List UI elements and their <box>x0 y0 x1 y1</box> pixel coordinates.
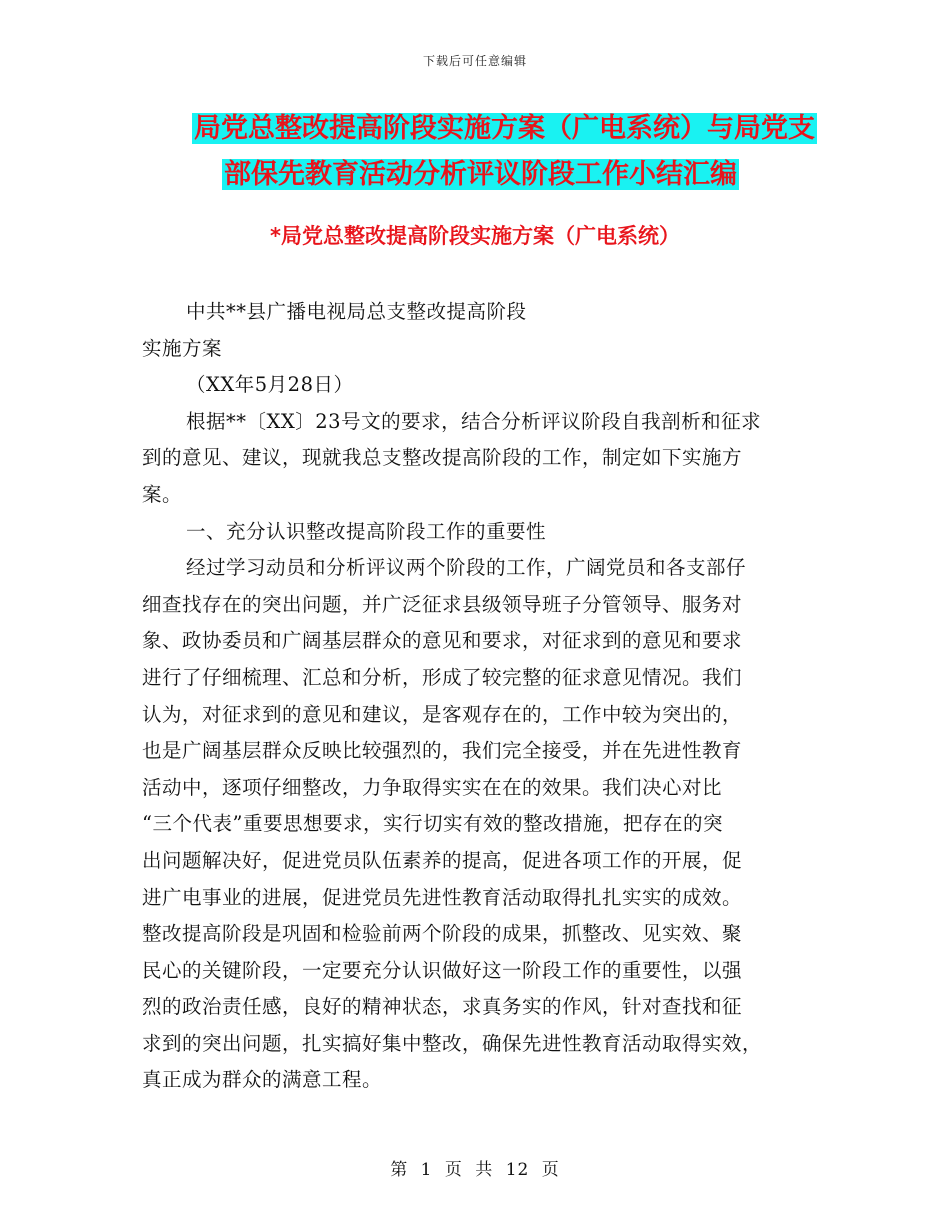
title-line-2-text: 部保先教育活动分析评议阶段工作小结汇编 <box>224 159 737 190</box>
body-line: 烈的政治责任感，良好的精神状态，求真务实的作风，针对查找和征 <box>142 995 743 1019</box>
body-line: 案。 <box>142 482 183 506</box>
body-line: “三个代表”重要思想要求，实行切实有效的整改措施，把存在的突 <box>142 812 723 836</box>
body-line: 细查找存在的突出问题，并广泛征求县级领导班子分管领导、服务对 <box>142 592 743 616</box>
header-note: 下载后可任意编辑 <box>422 54 527 68</box>
body-line: 整改提高阶段是巩固和检验前两个阶段的成果，抓整改、见实效、聚 <box>142 922 743 946</box>
document-title <box>192 106 815 198</box>
title-line-2 <box>192 152 812 198</box>
body-line: 进行了仔细梳理、汇总和分析，形成了较完整的征求意见情况。我们 <box>142 665 743 689</box>
body-line: 实施方案 <box>142 336 223 360</box>
body-text <box>142 294 812 1099</box>
body-line: 经过学习动员和分析评议两个阶段的工作，广阔党员和各支部仔 <box>186 556 747 580</box>
body-line: 求到的突出问题，扎实搞好集中整改，确保先进性教育活动取得实效， <box>142 1031 763 1055</box>
body-line: 真正成为群众的满意工程。 <box>142 1068 383 1092</box>
section-title: *局党总整改提高阶段实施方案（广电系统） <box>270 224 680 248</box>
body-line: 根据**〔XX〕23号文的要求，结合分析评议阶段自我剖析和征求 <box>186 409 762 433</box>
body-line: 象、政协委员和广阔基层群众的意见和要求，对征求到的意见和要求 <box>142 629 743 653</box>
body-line: 认为，对征求到的意见和建议，是客观存在的，工作中较为突出的， <box>142 702 743 726</box>
title-line-1-text: 局党总整改提高阶段实施方案（广电系统）与局党支 <box>194 113 815 144</box>
body-line: 中共**县广播电视局总支整改提高阶段 <box>186 300 527 323</box>
body-line: 一、充分认识整改提高阶段工作的重要性 <box>186 519 547 543</box>
body-line: 到的意见、建议，现就我总支整改提高阶段的工作，制定如下实施方 <box>142 446 743 470</box>
body-line: 活动中，逐项仔细整改，力争取得实实在在的效果。我们决心对比 <box>142 775 723 799</box>
body-line: （XX年5月28日） <box>186 373 354 397</box>
title-line-1 <box>192 106 815 152</box>
page-footer: 第 1 页 共 12 页 <box>390 1160 560 1180</box>
body-line: 出问题解决好，促进党员队伍素养的提高，促进各项工作的开展，促 <box>142 848 743 872</box>
body-line: 也是广阔基层群众反映比较强烈的，我们完全接受，并在先进性教育 <box>142 739 743 763</box>
body-line: 民心的关键阶段，一定要充分认识做好这一阶段工作的重要性，以强 <box>142 958 743 982</box>
body-line: 进广电事业的进展，促进党员先进性教育活动取得扎扎实实的成效。 <box>142 885 743 909</box>
